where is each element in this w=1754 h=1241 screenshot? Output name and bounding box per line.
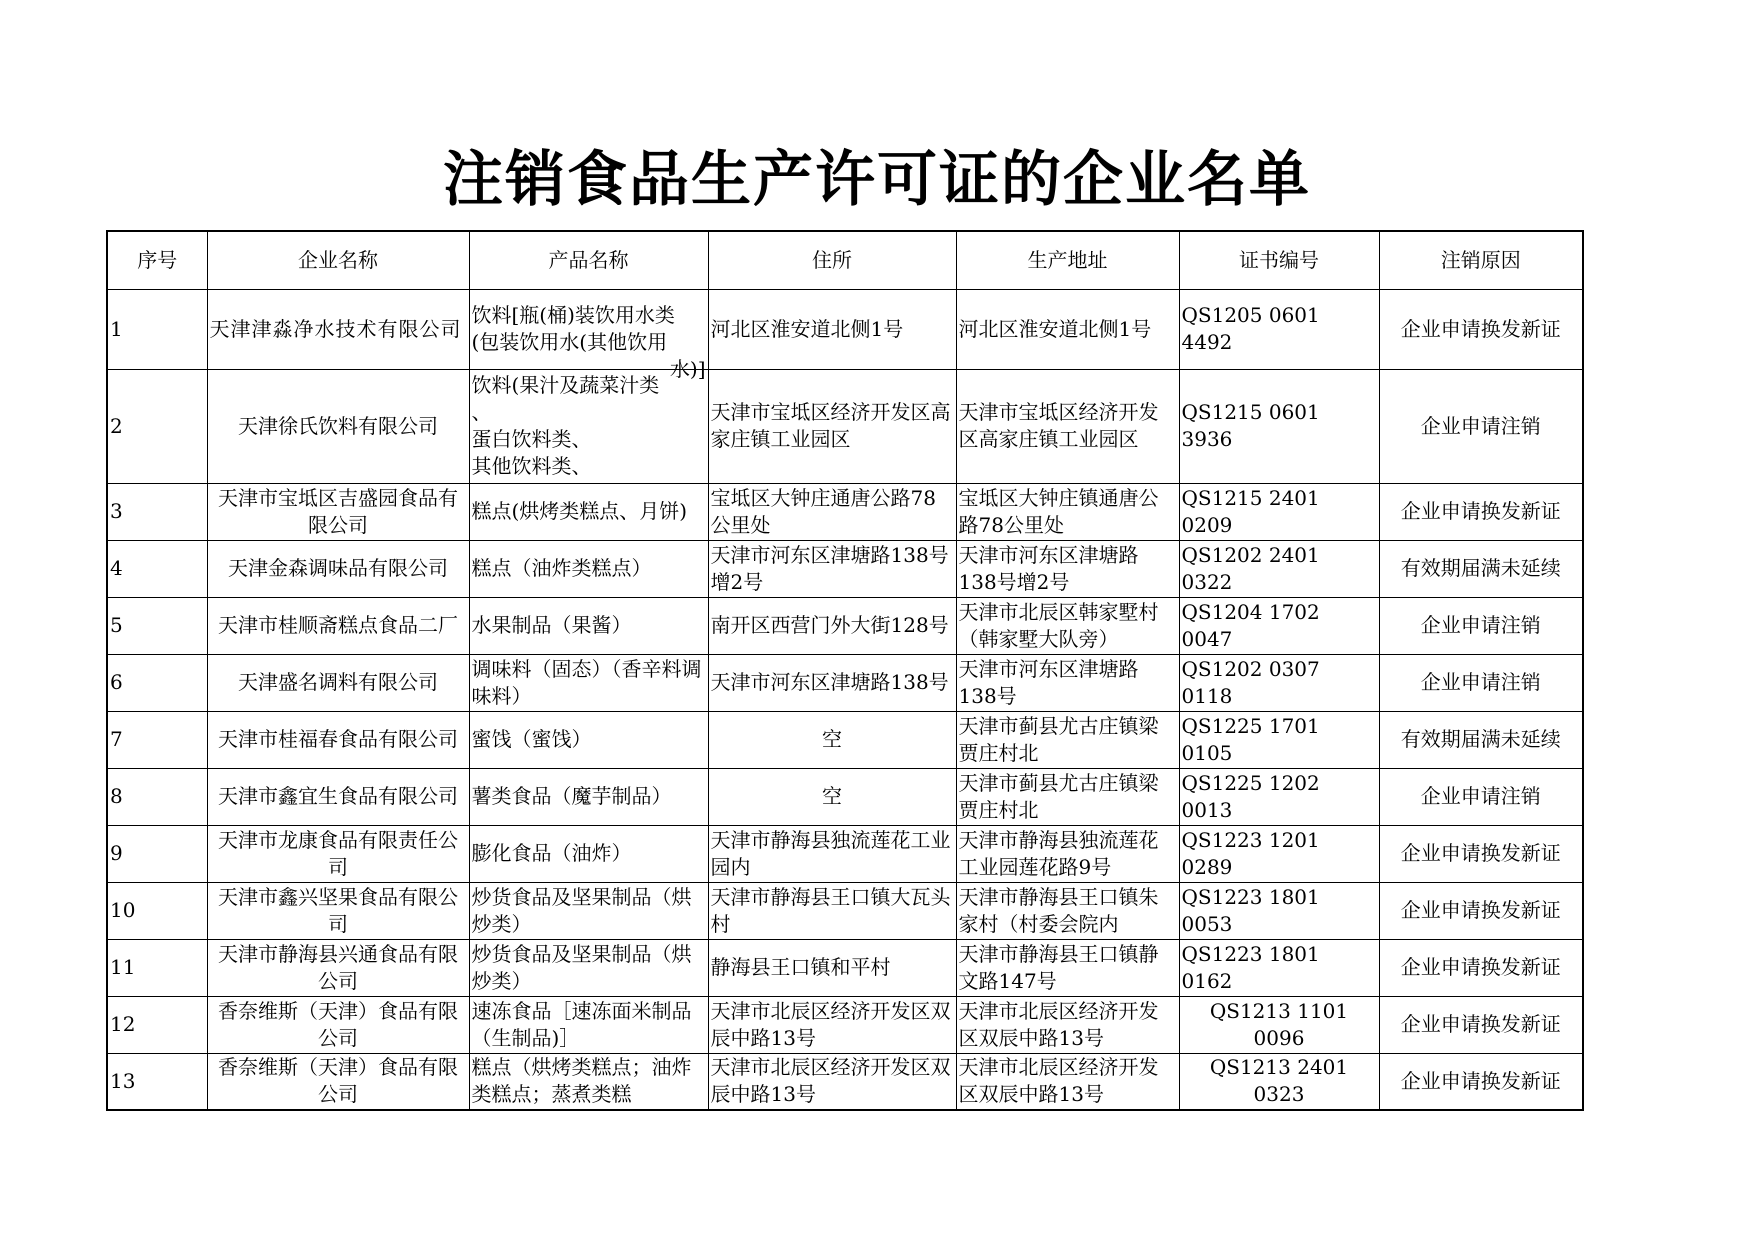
product-text (472, 1054, 706, 1108)
cell-reason: 企业申请换发新证 (1379, 289, 1583, 369)
address-text: 宝坻区大钟庄通唐公路78公里处 (710, 485, 936, 537)
product-line: 薯类食品（魔芋制品） (471, 784, 672, 808)
cell-no: 8 (107, 768, 207, 825)
cell-product (469, 540, 708, 597)
product-text (472, 726, 706, 753)
cert-text: QS1202 2401 0322 (1181, 542, 1320, 594)
cell-cert (1179, 996, 1379, 1053)
production-text: 天津市河东区津塘路138号增2号 (958, 542, 1139, 594)
cert-line: 0096 (1253, 1025, 1305, 1050)
cell-address (708, 654, 956, 711)
cell-address (708, 597, 956, 654)
cell-company (207, 369, 469, 483)
cert-text: QS1205 0601 4492 (1181, 303, 1320, 354)
cell-cert (1179, 882, 1379, 939)
table-row (107, 768, 1583, 825)
cell-company (207, 711, 469, 768)
header-cell-cert: 证书编号 (1179, 231, 1379, 289)
cert-text: QS1223 1801 0162 (1181, 941, 1320, 993)
table-row (107, 289, 1583, 369)
cell-cert (1179, 369, 1379, 483)
cell-product (469, 768, 708, 825)
company-text: 天津市桂福春食品有限公司 (218, 727, 458, 751)
address-text: 天津市北辰区经济开发区双辰中路13号 (710, 1055, 951, 1107)
cell-production (956, 939, 1179, 996)
cell-cert (1179, 597, 1379, 654)
cell-product (469, 825, 708, 882)
cell-company (207, 483, 469, 540)
header-cell-production: 生产地址 (956, 231, 1179, 289)
cell-no: 10 (107, 882, 207, 939)
product-line: 调味料（固态）（香辛料调味料） (471, 656, 702, 708)
cell-company (207, 289, 469, 369)
cell-cert (1179, 825, 1379, 882)
cell-no: 3 (107, 483, 207, 540)
product-line: 其他饮料类、 (471, 454, 592, 478)
address-text: 空 (822, 727, 842, 751)
cell-cert (1179, 768, 1379, 825)
cell-production (956, 654, 1179, 711)
cell-product (469, 597, 708, 654)
address-text: 天津市河东区津塘路138号 (710, 670, 949, 694)
product-text (472, 941, 706, 995)
production-text: 天津市河东区津塘路138号 (958, 656, 1139, 708)
table-row (107, 483, 1583, 540)
cert-text: QS1223 1801 0053 (1181, 884, 1320, 936)
table-row (107, 540, 1583, 597)
production-text: 天津市北辰区经济开发区双辰中路13号 (958, 998, 1159, 1050)
cell-no: 1 (107, 289, 207, 369)
cell-company (207, 939, 469, 996)
cell-product (469, 289, 708, 381)
cell-address (708, 289, 956, 369)
cell-company (207, 882, 469, 939)
table-row (107, 882, 1583, 939)
page-title: 注销食品生产许可证的企业名单 (443, 145, 1311, 215)
product-line: 膨化食品（油炸） (471, 841, 632, 865)
company-text: 天津市宝坻区吉盛园食品有限公司 (218, 485, 458, 537)
company-text: 香奈维斯（天津）食品有限公司 (218, 1055, 458, 1107)
product-line: 、 (471, 400, 492, 424)
cell-address (708, 825, 956, 882)
company-text: 天津市静海县兴通食品有限公司 (218, 941, 458, 993)
cell-production (956, 882, 1179, 939)
cell-address (708, 768, 956, 825)
cell-address (708, 939, 956, 996)
table-row (107, 654, 1583, 711)
company-text: 天津津淼净水技术有限公司 (209, 316, 462, 341)
production-text: 天津市宝坻区经济开发区高家庄镇工业园区 (958, 400, 1159, 451)
product-line: 饮料[瓶(桶)装饮用水类 (471, 303, 675, 327)
cell-address (708, 711, 956, 768)
product-text (472, 498, 706, 525)
cert-text: QS1202 0307 0118 (1181, 656, 1320, 708)
product-text (472, 783, 706, 810)
cell-no: 7 (107, 711, 207, 768)
cert-line: 0323 (1253, 1082, 1305, 1107)
cert-text: QS1204 1702 0047 (1181, 599, 1320, 651)
address-text: 静海县王口镇和平村 (710, 955, 891, 979)
address-text: 河北区淮安道北侧1号 (710, 316, 904, 341)
product-text (472, 998, 706, 1052)
address-text: 天津市宝坻区经济开发区高家庄镇工业园区 (710, 400, 951, 451)
product-line: 炒货食品及坚果制品（烘炒类） (471, 884, 692, 936)
production-text: 天津市蓟县尤古庄镇梁贾庄村北 (958, 770, 1159, 822)
cell-reason: 有效期届满未延续 (1379, 711, 1583, 768)
production-text: 天津市蓟县尤古庄镇梁贾庄村北 (958, 713, 1159, 765)
product-text (472, 656, 706, 710)
cell-reason: 企业申请换发新证 (1379, 882, 1583, 939)
cell-address (708, 369, 956, 483)
table-row (107, 711, 1583, 768)
cell-company (207, 768, 469, 825)
production-text: 宝坻区大钟庄镇通唐公路78公里处 (958, 485, 1159, 537)
cert-text: QS1215 2401 0209 (1181, 485, 1320, 537)
product-line: 速冻食品［速冻面米制品（生制品)］ (471, 998, 692, 1050)
cell-production (956, 825, 1179, 882)
license-table (106, 230, 1584, 1111)
product-line: 糕点（烘烤类糕点；油炸类糕点；蒸煮类糕 (471, 1055, 692, 1107)
company-text: 天津市鑫宜生食品有限公司 (218, 784, 458, 808)
header-cell-reason: 注销原因 (1379, 231, 1583, 289)
cell-cert (1179, 540, 1379, 597)
address-text: 空 (822, 784, 842, 808)
cert-line: QS1213 1101 (1209, 998, 1349, 1023)
product-line: (包装饮用水(其他饮用 (471, 330, 668, 354)
cell-production (956, 289, 1179, 369)
cell-product (469, 882, 708, 939)
header-cell-company: 企业名称 (207, 231, 469, 289)
cell-reason: 企业申请注销 (1379, 597, 1583, 654)
cell-cert (1179, 939, 1379, 996)
table-row (107, 369, 1583, 483)
cell-reason: 有效期届满未延续 (1379, 540, 1583, 597)
cell-reason: 企业申请注销 (1379, 369, 1583, 483)
address-text: 天津市静海县王口镇大瓦头村 (710, 884, 951, 936)
cell-reason: 企业申请换发新证 (1379, 1053, 1583, 1110)
product-line: 炒货食品及坚果制品（烘炒类） (471, 941, 692, 993)
cell-address (708, 882, 956, 939)
cell-no: 11 (107, 939, 207, 996)
address-text: 天津市静海县独流莲花工业园内 (710, 827, 951, 879)
product-text (471, 302, 706, 381)
product-line: 水果制品（果酱） (471, 613, 632, 637)
table-row (107, 996, 1583, 1053)
cell-production (956, 996, 1179, 1053)
header-row (107, 231, 1583, 289)
cert-text: QS1215 0601 3936 (1181, 400, 1320, 451)
product-text (472, 555, 706, 582)
cell-production (956, 540, 1179, 597)
cell-cert (1179, 289, 1379, 369)
product-line: 蛋白饮料类、 (471, 427, 592, 451)
company-text: 天津盛名调料有限公司 (238, 670, 438, 694)
cell-no: 9 (107, 825, 207, 882)
product-line: 蜜饯（蜜饯） (471, 727, 592, 751)
cell-product (469, 996, 708, 1053)
production-text: 天津市北辰区韩家墅村（韩家墅大队旁） (958, 599, 1159, 651)
cell-no: 13 (107, 1053, 207, 1110)
address-text: 天津市河东区津塘路138号增2号 (710, 542, 949, 594)
product-line: 饮料(果汁及蔬菜汁类 (471, 373, 660, 397)
cell-company (207, 996, 469, 1053)
cert-text: QS1223 1201 0289 (1181, 827, 1320, 879)
cell-production (956, 597, 1179, 654)
table-row (107, 825, 1583, 882)
production-text: 天津市静海县王口镇朱家村（村委会院内 (958, 884, 1159, 936)
cell-cert (1179, 711, 1379, 768)
cert-text: QS1225 1202 0013 (1181, 770, 1320, 822)
product-line: 糕点（油炸类糕点） (471, 556, 652, 580)
cell-company (207, 540, 469, 597)
header-cell-no: 序号 (107, 231, 207, 289)
cert-line: QS1213 2401 (1209, 1055, 1349, 1080)
cell-reason: 企业申请换发新证 (1379, 939, 1583, 996)
cell-cert (1179, 654, 1379, 711)
cell-product (469, 654, 708, 711)
table-row (107, 597, 1583, 654)
cell-production (956, 1053, 1179, 1110)
table-row (107, 1053, 1583, 1110)
cell-product (469, 711, 708, 768)
cell-cert (1179, 483, 1379, 540)
company-text: 天津市鑫兴坚果食品有限公司 (218, 884, 458, 936)
product-text (472, 612, 706, 639)
company-text: 天津市龙康食品有限责任公司 (218, 827, 458, 879)
cell-address (708, 996, 956, 1053)
cell-production (956, 768, 1179, 825)
cell-reason: 企业申请换发新证 (1379, 996, 1583, 1053)
cell-product (469, 483, 708, 540)
product-text (472, 372, 706, 480)
cert-text: QS1225 1701 0105 (1181, 713, 1320, 765)
cell-production (956, 483, 1179, 540)
cell-no: 2 (107, 369, 207, 483)
header-cell-product: 产品名称 (469, 231, 708, 289)
cell-company (207, 654, 469, 711)
cell-reason: 企业申请换发新证 (1379, 825, 1583, 882)
cell-product (469, 1053, 708, 1110)
table-row (107, 939, 1583, 996)
cell-address (708, 483, 956, 540)
company-text: 香奈维斯（天津）食品有限公司 (218, 998, 458, 1050)
cell-no: 4 (107, 540, 207, 597)
cell-address (708, 540, 956, 597)
product-line: 糕点(烘烤类糕点、月饼) (471, 499, 688, 523)
cell-no: 6 (107, 654, 207, 711)
cell-reason: 企业申请换发新证 (1379, 483, 1583, 540)
cell-production (956, 369, 1179, 483)
address-text: 南开区西营门外大街128号 (710, 613, 949, 637)
cell-reason: 企业申请注销 (1379, 768, 1583, 825)
cell-company (207, 597, 469, 654)
cell-product (469, 369, 708, 483)
cell-no: 5 (107, 597, 207, 654)
header-cell-address: 住所 (708, 231, 956, 289)
production-text: 天津市静海县独流莲花工业园莲花路9号 (958, 827, 1159, 879)
cell-reason: 企业申请注销 (1379, 654, 1583, 711)
production-text: 天津市北辰区经济开发区双辰中路13号 (958, 1055, 1159, 1107)
cell-production (956, 711, 1179, 768)
company-text: 天津金森调味品有限公司 (228, 556, 448, 580)
product-text (472, 840, 706, 867)
production-text: 天津市静海县王口镇静文路147号 (958, 941, 1159, 993)
address-text: 天津市北辰区经济开发区双辰中路13号 (710, 998, 951, 1050)
cell-address (708, 1053, 956, 1110)
cell-company (207, 825, 469, 882)
cell-company (207, 1053, 469, 1110)
product-line: 水)] (669, 357, 706, 381)
company-text: 天津市桂顺斋糕点食品二厂 (218, 613, 458, 637)
cell-cert (1179, 1053, 1379, 1110)
production-text: 河北区淮安道北侧1号 (958, 316, 1152, 341)
cell-product (469, 939, 708, 996)
product-text (472, 884, 706, 938)
cell-no: 12 (107, 996, 207, 1053)
company-text: 天津徐氏饮料有限公司 (238, 413, 438, 438)
